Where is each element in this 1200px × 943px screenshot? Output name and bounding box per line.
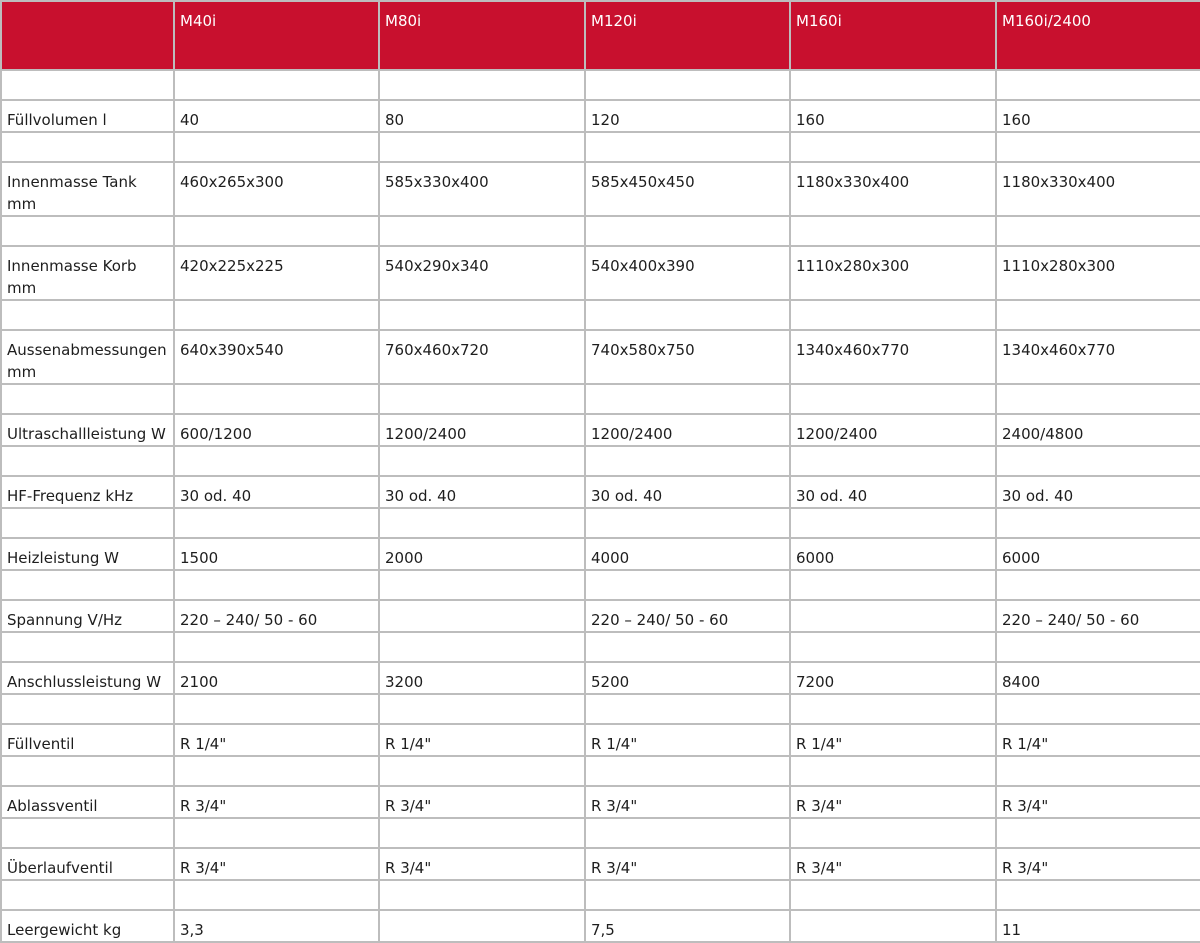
header-model-m160i-2400: M160i/2400 — [996, 1, 1200, 70]
spacer-row — [1, 446, 1200, 476]
spacer-cell — [379, 756, 585, 786]
spacer-cell — [790, 300, 996, 330]
spacer-cell — [1, 694, 174, 724]
table-row-spannung — [1, 600, 1200, 632]
table-cell: 220 – 240/ 50 - 60 — [996, 600, 1200, 632]
table-row-leergewicht — [1, 910, 1200, 942]
table-cell: 460x265x300 — [174, 162, 379, 216]
row-label: Heizleistung W — [1, 538, 174, 570]
spacer-cell — [790, 508, 996, 538]
table-cell: 6000 — [790, 538, 996, 570]
spacer-cell — [996, 216, 1200, 246]
spacer-cell — [996, 446, 1200, 476]
table-cell: 1200/2400 — [585, 414, 790, 446]
header-model-m120i: M120i — [585, 1, 790, 70]
spacer-cell — [996, 384, 1200, 414]
table-cell: R 3/4" — [585, 786, 790, 818]
spacer-row — [1, 132, 1200, 162]
spacer-cell — [585, 384, 790, 414]
spacer-row — [1, 384, 1200, 414]
table-cell: 30 od. 40 — [379, 476, 585, 508]
table-cell: 7200 — [790, 662, 996, 694]
table-cell: R 3/4" — [174, 786, 379, 818]
spacer-cell — [174, 216, 379, 246]
table-cell: 3200 — [379, 662, 585, 694]
spacer-cell — [174, 300, 379, 330]
row-label: Aussenabmessungen mm — [1, 330, 174, 384]
table-row-ultraschallleistung — [1, 414, 1200, 446]
spacer-cell — [996, 300, 1200, 330]
spacer-cell — [585, 694, 790, 724]
table-cell: 420x225x225 — [174, 246, 379, 300]
header-label-cell — [1, 1, 174, 70]
spacer-cell — [790, 70, 996, 100]
table-cell: 640x390x540 — [174, 330, 379, 384]
table-cell: 40 — [174, 100, 379, 132]
spacer-cell — [174, 132, 379, 162]
table-cell: R 3/4" — [379, 848, 585, 880]
table-cell: 7,5 — [585, 910, 790, 942]
table-row-ueberlaufventil — [1, 848, 1200, 880]
table-cell — [379, 600, 585, 632]
table-cell: R 1/4" — [790, 724, 996, 756]
table-cell: R 1/4" — [379, 724, 585, 756]
row-label: Füllvolumen l — [1, 100, 174, 132]
spacer-cell — [790, 756, 996, 786]
spacer-cell — [379, 446, 585, 476]
spacer-cell — [174, 694, 379, 724]
table-cell: 1340x460x770 — [790, 330, 996, 384]
row-label: Innenmasse Korb mm — [1, 246, 174, 300]
row-label: Leergewicht kg — [1, 910, 174, 942]
spacer-row — [1, 508, 1200, 538]
spacer-cell — [174, 756, 379, 786]
spacer-cell — [1, 880, 174, 910]
spacer-cell — [379, 132, 585, 162]
row-label: Ablassventil — [1, 786, 174, 818]
table-cell: 160 — [790, 100, 996, 132]
table-cell: 1200/2400 — [379, 414, 585, 446]
spacer-row — [1, 216, 1200, 246]
spacer-cell — [174, 818, 379, 848]
spacer-cell — [379, 818, 585, 848]
table-row-ablassventil — [1, 786, 1200, 818]
spacer-cell — [790, 632, 996, 662]
row-label: Innenmasse Tank mm — [1, 162, 174, 216]
spacer-cell — [379, 70, 585, 100]
spacer-cell — [790, 570, 996, 600]
table-cell — [379, 910, 585, 942]
table-cell: 740x580x750 — [585, 330, 790, 384]
spacer-row — [1, 880, 1200, 910]
spacer-cell — [1, 70, 174, 100]
spacer-cell — [174, 70, 379, 100]
spacer-cell — [1, 756, 174, 786]
header-model-m40i: M40i — [174, 1, 379, 70]
spacer-cell — [174, 570, 379, 600]
table-row-innenmasse-tank — [1, 162, 1200, 216]
table-cell: 540x400x390 — [585, 246, 790, 300]
spacer-cell — [585, 756, 790, 786]
spacer-cell — [585, 508, 790, 538]
spacer-cell — [585, 446, 790, 476]
table-cell: 2400/4800 — [996, 414, 1200, 446]
table-row-aussenabmessungen — [1, 330, 1200, 384]
table-cell: 1200/2400 — [790, 414, 996, 446]
table-cell: R 1/4" — [996, 724, 1200, 756]
spacer-cell — [585, 632, 790, 662]
spacer-cell — [996, 632, 1200, 662]
spacer-cell — [1, 132, 174, 162]
table-cell: 80 — [379, 100, 585, 132]
spacer-cell — [585, 132, 790, 162]
table-cell: 600/1200 — [174, 414, 379, 446]
table-cell: 8400 — [996, 662, 1200, 694]
spacer-cell — [790, 880, 996, 910]
row-label: Anschlussleistung W — [1, 662, 174, 694]
spacer-cell — [174, 632, 379, 662]
table-cell: 1500 — [174, 538, 379, 570]
table-cell: 2100 — [174, 662, 379, 694]
spacer-row — [1, 632, 1200, 662]
table-cell: R 1/4" — [174, 724, 379, 756]
spacer-cell — [790, 384, 996, 414]
table-cell: 1180x330x400 — [790, 162, 996, 216]
spacer-cell — [1, 818, 174, 848]
table-cell: 30 od. 40 — [174, 476, 379, 508]
spacer-cell — [1, 632, 174, 662]
table-body — [1, 70, 1200, 942]
table-cell: 30 od. 40 — [585, 476, 790, 508]
table-cell: 220 – 240/ 50 - 60 — [585, 600, 790, 632]
spacer-row — [1, 300, 1200, 330]
table-cell: 585x330x400 — [379, 162, 585, 216]
spacer-cell — [996, 818, 1200, 848]
spacer-row — [1, 70, 1200, 100]
row-label: HF-Frequenz kHz — [1, 476, 174, 508]
table-row-fuellventil — [1, 724, 1200, 756]
table-cell: R 3/4" — [996, 786, 1200, 818]
spacer-cell — [996, 132, 1200, 162]
table-cell: 6000 — [996, 538, 1200, 570]
spacer-cell — [379, 632, 585, 662]
table-cell: 585x450x450 — [585, 162, 790, 216]
row-label: Füllventil — [1, 724, 174, 756]
table-cell: 1110x280x300 — [996, 246, 1200, 300]
spacer-cell — [585, 216, 790, 246]
table-cell: 1340x460x770 — [996, 330, 1200, 384]
table-cell: R 3/4" — [790, 786, 996, 818]
header-model-m80i: M80i — [379, 1, 585, 70]
spacer-cell — [996, 756, 1200, 786]
spacer-cell — [174, 446, 379, 476]
table-cell: R 3/4" — [585, 848, 790, 880]
spacer-cell — [174, 508, 379, 538]
spacer-cell — [585, 818, 790, 848]
table-cell: 30 od. 40 — [790, 476, 996, 508]
spacer-cell — [379, 880, 585, 910]
header-row — [1, 1, 1200, 70]
spacer-row — [1, 756, 1200, 786]
spacer-cell — [1, 384, 174, 414]
spacer-cell — [996, 70, 1200, 100]
spacer-cell — [790, 132, 996, 162]
spacer-cell — [996, 570, 1200, 600]
spacer-cell — [1, 570, 174, 600]
spacer-cell — [790, 694, 996, 724]
table-cell: 5200 — [585, 662, 790, 694]
table-cell: R 3/4" — [174, 848, 379, 880]
spacer-cell — [174, 880, 379, 910]
table-cell: 30 od. 40 — [996, 476, 1200, 508]
spacer-cell — [585, 880, 790, 910]
table-cell: 1110x280x300 — [790, 246, 996, 300]
table-cell: 2000 — [379, 538, 585, 570]
table-cell: 220 – 240/ 50 - 60 — [174, 600, 379, 632]
row-label: Spannung V/Hz — [1, 600, 174, 632]
spacer-cell — [379, 694, 585, 724]
spacer-cell — [996, 880, 1200, 910]
spacer-cell — [585, 300, 790, 330]
table-cell: 11 — [996, 910, 1200, 942]
table-cell: 540x290x340 — [379, 246, 585, 300]
row-label: Überlaufventil — [1, 848, 174, 880]
header-model-m160i: M160i — [790, 1, 996, 70]
table-cell — [790, 910, 996, 942]
spacer-row — [1, 570, 1200, 600]
row-label: Ultraschallleistung W — [1, 414, 174, 446]
table-cell: 160 — [996, 100, 1200, 132]
table-cell: 4000 — [585, 538, 790, 570]
spacer-row — [1, 818, 1200, 848]
spacer-cell — [379, 570, 585, 600]
spacer-cell — [996, 694, 1200, 724]
spacer-cell — [379, 508, 585, 538]
table-row-innenmasse-korb — [1, 246, 1200, 300]
table-cell: R 3/4" — [790, 848, 996, 880]
spacer-cell — [174, 384, 379, 414]
spacer-cell — [1, 216, 174, 246]
table-cell: R 3/4" — [996, 848, 1200, 880]
spacer-cell — [790, 446, 996, 476]
spacer-cell — [1, 300, 174, 330]
table-cell: 120 — [585, 100, 790, 132]
spacer-cell — [379, 300, 585, 330]
spacer-cell — [1, 446, 174, 476]
spacer-cell — [585, 70, 790, 100]
spacer-cell — [790, 818, 996, 848]
spacer-cell — [379, 216, 585, 246]
spacer-cell — [996, 508, 1200, 538]
spacer-row — [1, 694, 1200, 724]
table-cell: 1180x330x400 — [996, 162, 1200, 216]
table-cell: R 1/4" — [585, 724, 790, 756]
table-row-hf-frequenz — [1, 476, 1200, 508]
spacer-cell — [1, 508, 174, 538]
spacer-cell — [790, 216, 996, 246]
table-cell: 760x460x720 — [379, 330, 585, 384]
table-row-fuellvolumen — [1, 100, 1200, 132]
spacer-cell — [379, 384, 585, 414]
table-cell: 3,3 — [174, 910, 379, 942]
table-row-anschlussleistung — [1, 662, 1200, 694]
table-row-heizleistung — [1, 538, 1200, 570]
table-cell: R 3/4" — [379, 786, 585, 818]
table-cell — [790, 600, 996, 632]
spacer-cell — [585, 570, 790, 600]
